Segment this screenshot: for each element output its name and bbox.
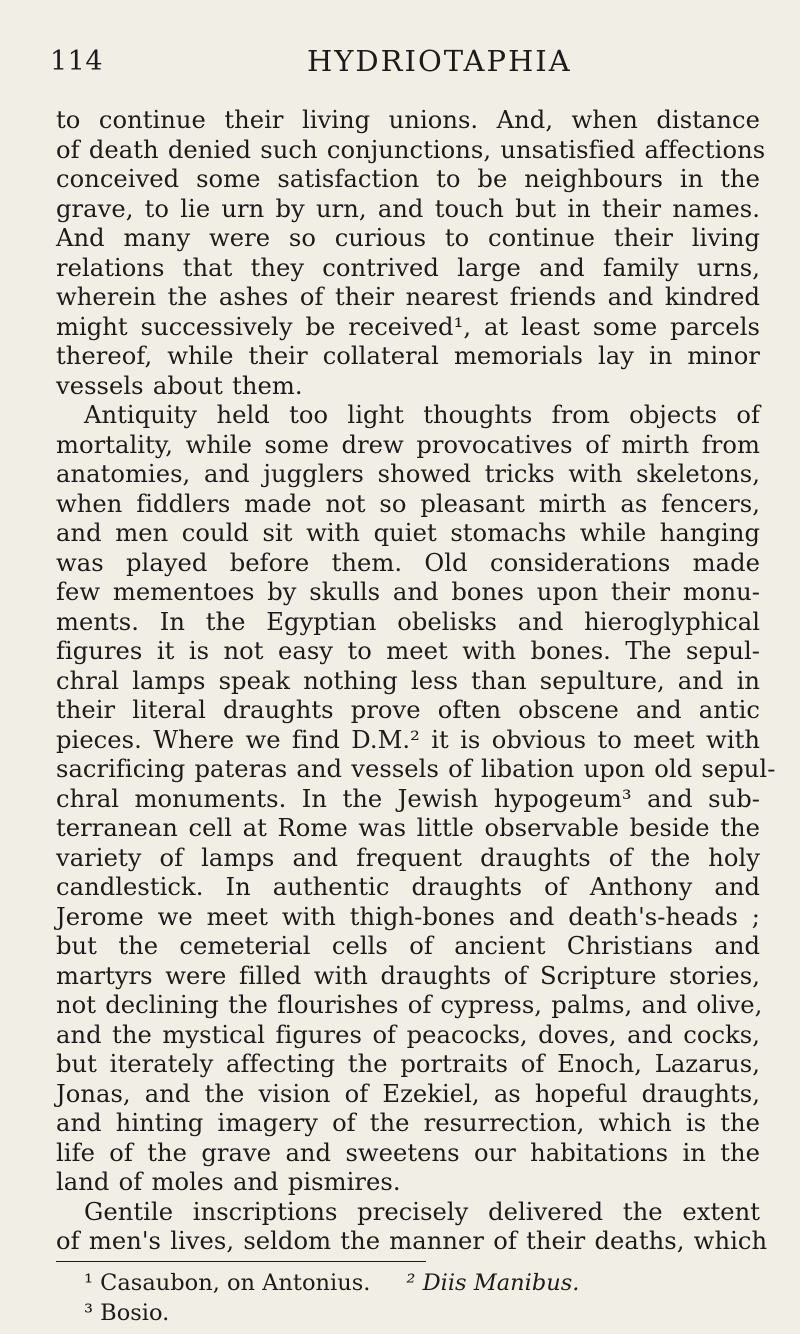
text-line: relations that they contrived large and family urns, <box>56 253 760 282</box>
text-line: few mementoes by skulls and bones upon their monu- <box>56 578 760 606</box>
text-line: sacrificing pateras and vessels of libation upon old sepul- <box>56 755 776 783</box>
paragraph-end-line: vessels about them. <box>56 371 303 400</box>
text-line: when fiddlers made not so pleasant mirth as fencers, <box>56 489 760 518</box>
text-line: anatomies, and jugglers showed tricks with skeletons, <box>56 460 760 488</box>
text-line: terranean cell at Rome was little observable beside the <box>56 814 760 842</box>
text-line: of death denied such conjunctions, unsatisfied affections <box>56 135 766 164</box>
text-line: ments. In the Egyptian obelisks and hieroglyphical <box>56 607 760 636</box>
text-line: martyrs were filled with draughts of Scripture stories, <box>56 961 760 990</box>
running-head <box>50 22 760 78</box>
footnotes <box>56 1268 760 1328</box>
text-line: not declining the flourishes of cypress, palms, and olive, <box>56 991 763 1019</box>
text-line: but the cemeterial cells of ancient Christians and <box>56 932 760 960</box>
text-line: and men could sit with quiet stomachs while hanging <box>56 519 760 547</box>
footnote-row <box>84 1268 760 1298</box>
text-line: mortality, while some drew provocatives of mirth from <box>56 430 760 459</box>
text-line: Jonas, and the vision of Ezekiel, as hopeful draughts, <box>56 1079 760 1108</box>
text-line: candlestick. In authentic draughts of Anthony and <box>56 873 760 901</box>
paragraph-start-line: Antiquity held too light thoughts from objects of <box>84 401 760 429</box>
text-line: Jerome we meet with thigh-bones and death's-heads ; <box>56 902 760 931</box>
text-line: and hinting imagery of the resurrection, which is the <box>56 1109 760 1137</box>
text-line: pieces. Where we find D.M.² it is obvious to meet with <box>56 725 760 754</box>
paragraph-start-line: Gentile inscriptions precisely delivered the extent <box>84 1197 760 1226</box>
text-line: chral lamps speak nothing less than sepulture, and in <box>56 666 760 695</box>
paragraph-end-line: land of moles and pismires. <box>56 1168 401 1196</box>
text-line: figures it is not easy to meet with bones. The sepul- <box>56 637 760 665</box>
text-line: their literal draughts prove often obscene and antic <box>56 696 760 724</box>
text-line: conceived some satisfaction to be neighbours in the <box>56 165 760 193</box>
text-line: might successively be received¹, at least some parcels <box>56 312 760 341</box>
footnote-3: ³ Bosio. <box>84 1299 170 1326</box>
text-line: to continue their living unions. And, when distance <box>56 106 760 134</box>
page-number: 114 <box>50 46 104 77</box>
text-line: And many were so curious to continue their living <box>56 224 760 252</box>
text-line: grave, to lie urn by urn, and touch but in their names. <box>56 194 760 223</box>
footnote-2: ² Diis Manibus. <box>406 1269 580 1296</box>
running-title: HYDRIOTAPHIA <box>307 44 572 78</box>
text-line: life of the grave and sweetens our habitations in the <box>56 1138 760 1167</box>
text-line: and the mystical figures of peacocks, doves, and cocks, <box>56 1020 760 1049</box>
text-line: of men's lives, seldom the manner of their deaths, which <box>56 1227 768 1255</box>
footnote-row <box>84 1298 760 1328</box>
body-text <box>56 106 776 1257</box>
footnote-1: ¹ Casaubon, on Antonius. <box>84 1269 371 1296</box>
footnote-divider <box>56 1261 426 1262</box>
text-line: but iterately affecting the portraits of Enoch, Lazarus, <box>56 1050 760 1078</box>
text-line: was played before them. Old considerations made <box>56 548 760 577</box>
text-line: variety of lamps and frequent draughts of the holy <box>56 843 760 872</box>
text-line: thereof, while their collateral memorials lay in minor <box>56 342 760 370</box>
text-line: chral monuments. In the Jewish hypogeum³ and sub- <box>56 784 760 813</box>
text-line: wherein the ashes of their nearest friends and kindred <box>56 283 760 311</box>
